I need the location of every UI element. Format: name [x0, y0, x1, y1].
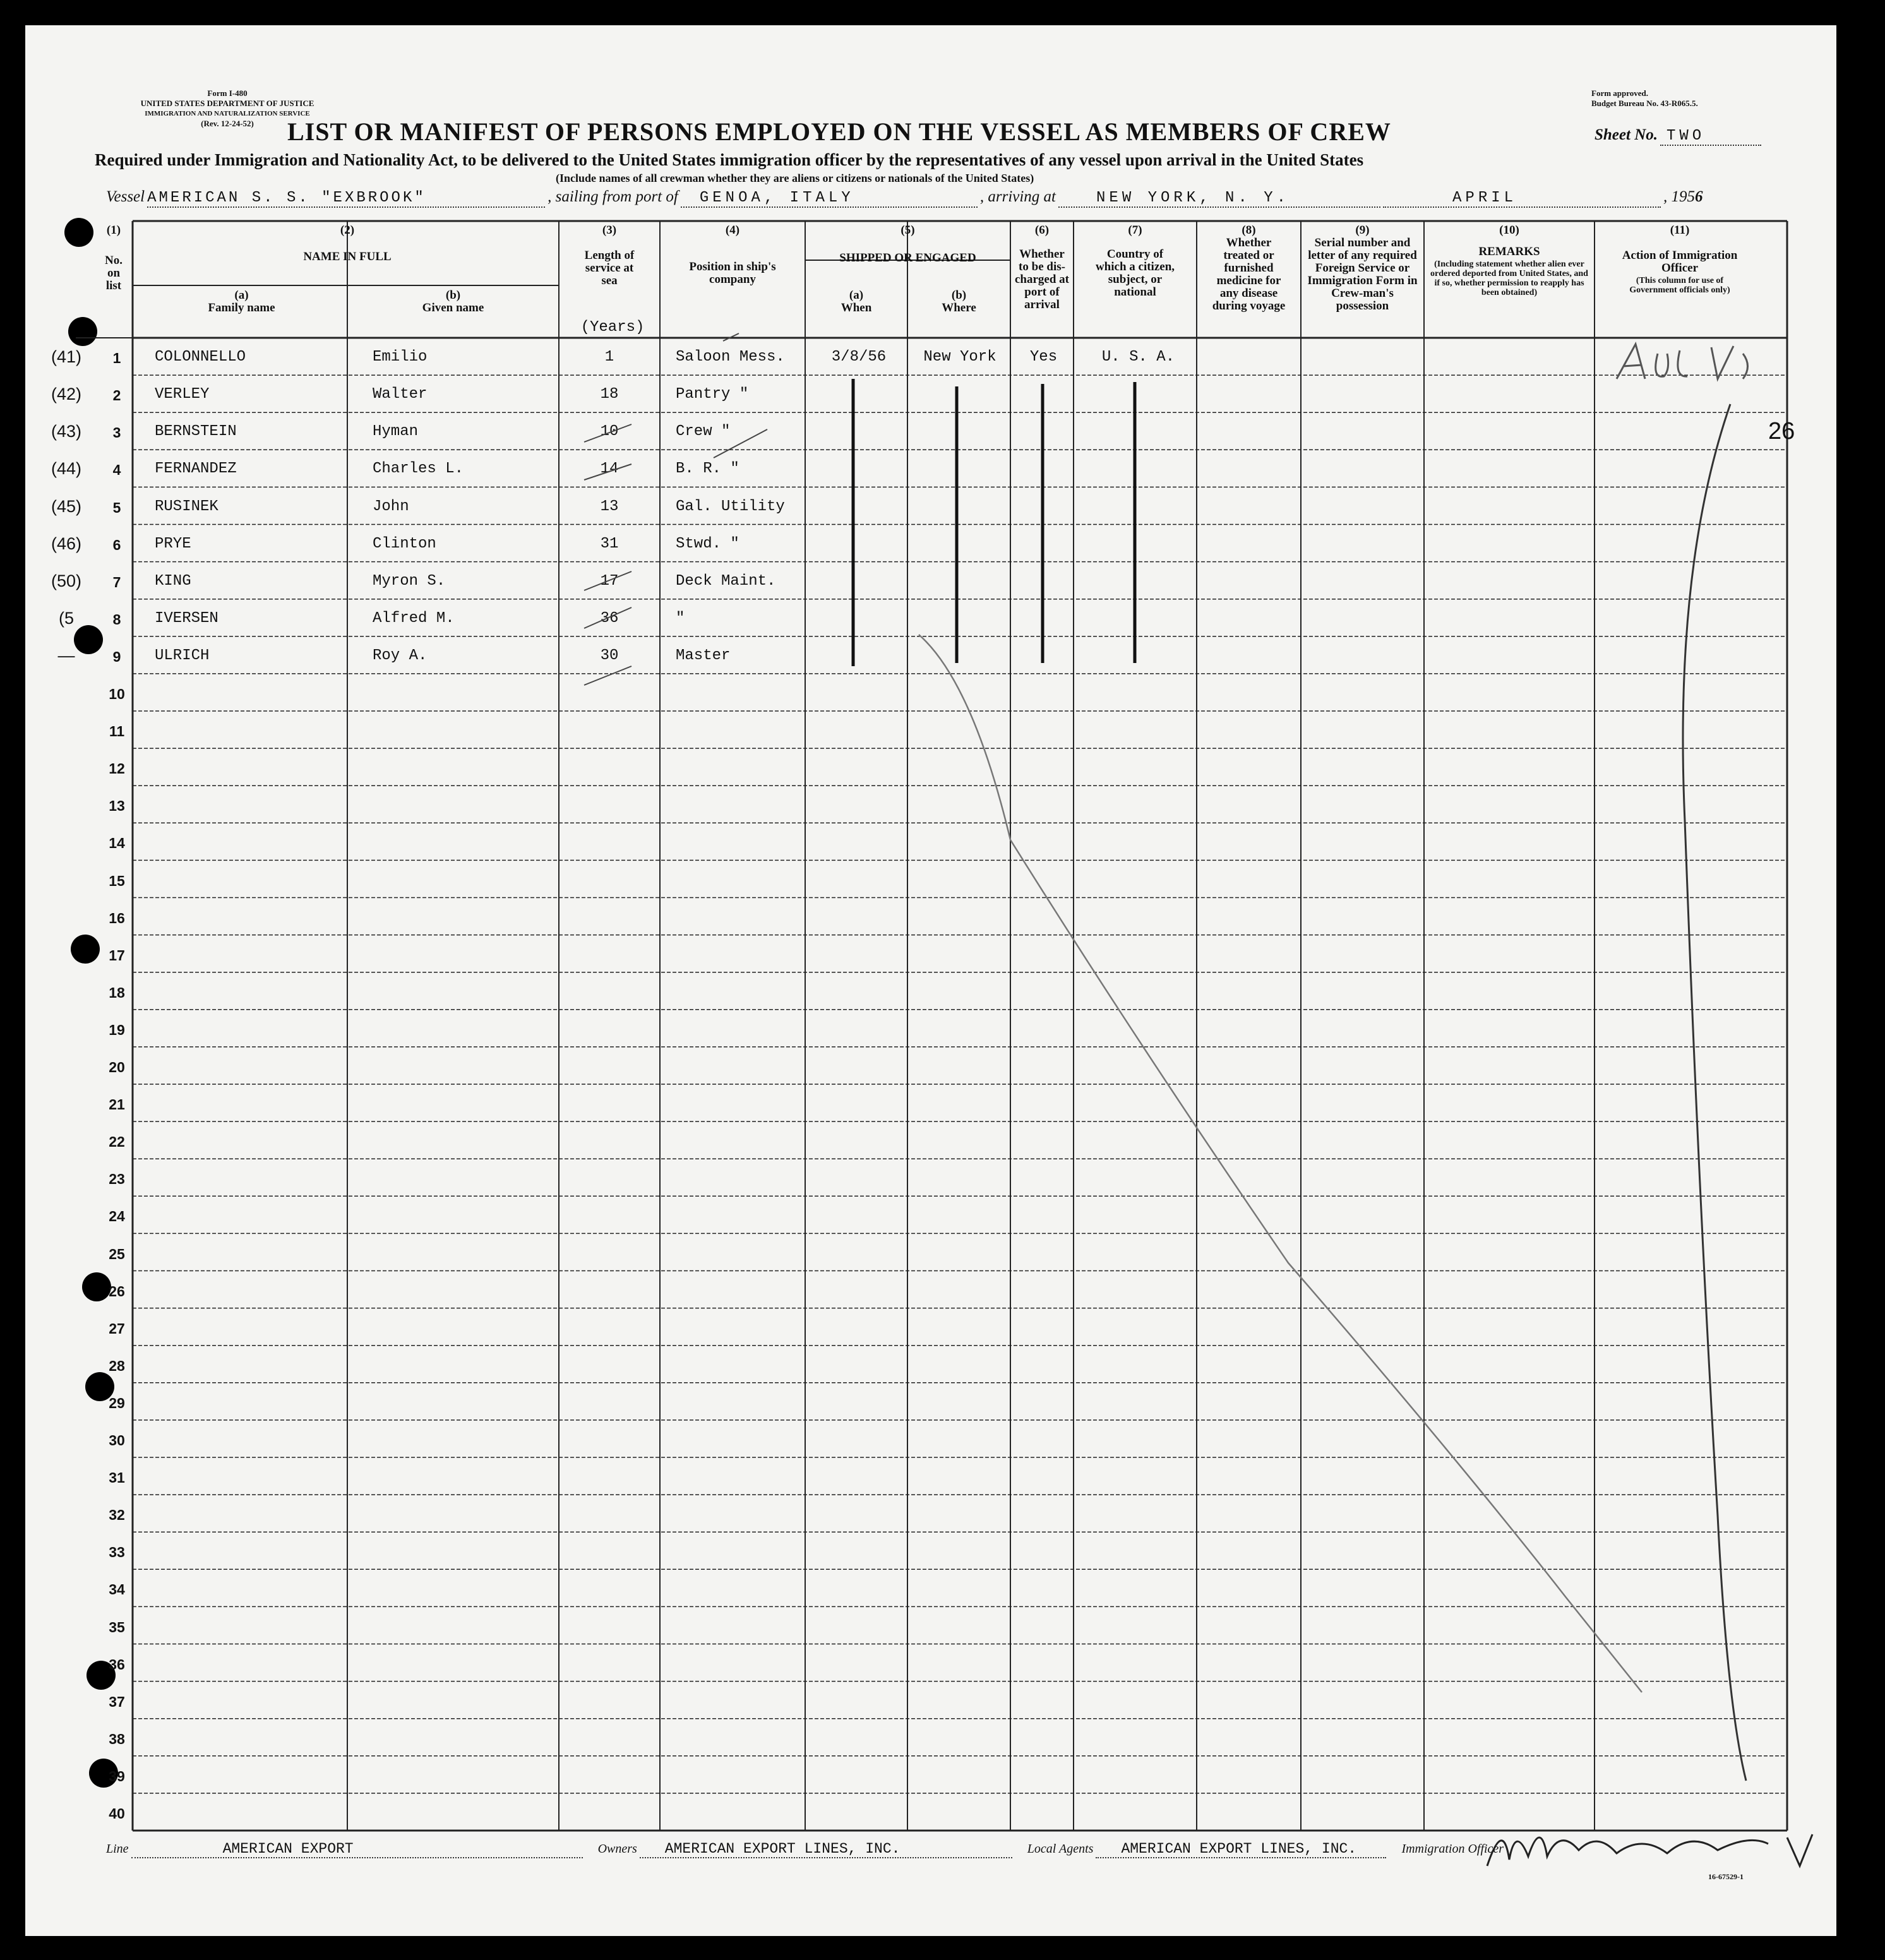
row-number: 16: [109, 909, 125, 926]
row-number: 5: [112, 499, 121, 516]
years-of-service: 18: [600, 386, 619, 403]
agents-label: Local Agents: [1027, 1842, 1094, 1856]
years-of-service: 1: [604, 349, 614, 366]
family-name: KING: [155, 572, 191, 590]
line-label: Line: [106, 1842, 129, 1856]
col-1-num: (1): [106, 224, 121, 237]
years-of-service: 17: [600, 572, 619, 590]
row-number: 23: [109, 1171, 125, 1188]
family-name: PRYE: [155, 535, 191, 553]
row-number: 24: [109, 1208, 125, 1225]
row-number: 1: [112, 350, 121, 367]
col-2b-label: Given name: [422, 301, 484, 314]
row-number: 19: [109, 1021, 125, 1038]
col-8-label: Whether treated or furnished medicine for any disease during voyage: [1212, 236, 1286, 313]
budget-bureau: Budget Bureau No. 43-R065.5.: [1591, 99, 1698, 108]
family-name: BERNSTEIN: [155, 423, 237, 441]
given-name: John: [373, 498, 409, 515]
family-name: ULRICH: [155, 647, 210, 664]
years-of-service: 10: [600, 423, 619, 441]
month-value: APRIL: [1383, 189, 1661, 208]
row-number: 39: [109, 1767, 125, 1784]
form-code: 16-67529-1: [1708, 1872, 1744, 1881]
col-4-num: (4): [725, 224, 740, 237]
years-of-service: 36: [600, 609, 619, 627]
arriving-value: NEW YORK, N. Y.: [1058, 189, 1380, 208]
handwritten-initials: [1617, 344, 1748, 379]
given-name: Myron S.: [373, 572, 446, 590]
years-of-service: 13: [600, 498, 619, 515]
family-name: VERLEY: [155, 386, 210, 403]
row-number: 26: [109, 1282, 125, 1300]
years-of-service: 14: [600, 460, 619, 478]
previous-list-number: (46): [51, 534, 81, 553]
agents-value: AMERICAN EXPORT LINES, INC.: [1096, 1841, 1386, 1858]
col-3-num: (3): [602, 224, 617, 237]
row-number: 32: [109, 1507, 125, 1524]
sailing-label: , sailing from port of: [548, 188, 678, 205]
row-number: 4: [112, 462, 121, 479]
given-name: Charles L.: [373, 460, 464, 478]
pencil-diagonal-line: [919, 635, 1642, 1692]
previous-list-number: (43): [51, 422, 81, 441]
previous-list-number: (41): [51, 347, 81, 367]
sailing-value: GENOA, ITALY: [681, 189, 978, 208]
row-number: 37: [109, 1693, 125, 1710]
col-11-num: (11): [1670, 224, 1690, 237]
form-number: Form I-480: [207, 88, 248, 98]
owners-value: AMERICAN EXPORT LINES, INC.: [640, 1841, 1012, 1858]
row-number: 18: [109, 984, 125, 1001]
shipped-when: 3/8/56: [831, 349, 887, 366]
position: Pantry ": [676, 386, 749, 403]
line-value: AMERICAN EXPORT: [131, 1841, 583, 1858]
family-name: COLONNELLO: [155, 349, 246, 366]
previous-list-number: (44): [51, 459, 81, 479]
position: ": [676, 609, 685, 627]
row-number: 31: [109, 1469, 125, 1486]
row-number: 33: [109, 1544, 125, 1561]
marginal-number: 26: [1768, 418, 1795, 445]
previous-list-number: —: [57, 645, 75, 665]
given-name: Hyman: [373, 423, 419, 441]
row-number: 14: [109, 835, 125, 852]
country: U. S. A.: [1101, 349, 1175, 366]
row-number: 38: [109, 1730, 125, 1747]
form-revision: (Rev. 12-24-52): [201, 119, 254, 128]
sheet-value: TWO: [1660, 128, 1761, 146]
form-approved: Form approved.: [1591, 88, 1649, 98]
position: Deck Maint.: [676, 572, 776, 590]
col-5b-num: (b): [951, 289, 967, 302]
col-6-num: (6): [1034, 224, 1050, 237]
owners-label: Owners: [597, 1842, 637, 1856]
col-2a-num: (a): [234, 289, 249, 302]
officer-label: Immigration Officer: [1401, 1842, 1504, 1856]
row-number: 7: [112, 573, 121, 590]
col-2b-num: (b): [445, 289, 461, 302]
col-11-label: Action of Immigration Officer: [1622, 249, 1738, 275]
page-title: LIST OR MANIFEST OF PERSONS EMPLOYED ON THE VESSEL AS MEMBERS OF CREW: [287, 117, 1391, 146]
row-number: 28: [109, 1357, 125, 1374]
position: Saloon Mess.: [676, 349, 785, 366]
dittomark-lines: [853, 379, 1135, 666]
position: B. R. ": [676, 460, 739, 478]
col-11-sublabel: (This column for use of Government officials only): [1629, 276, 1730, 295]
position: Master: [676, 647, 731, 664]
shipped-where: New York: [923, 349, 996, 366]
previous-list-number: (5: [58, 608, 74, 628]
col-9-label: Serial number and letter of any required Foreign Service or Immigration Form in Crew-man's possession: [1307, 236, 1418, 313]
col-8-num: (8): [1242, 224, 1256, 237]
years-strike-marks: [584, 333, 767, 685]
service-name: IMMIGRATION AND NATURALIZATION SERVICE: [145, 110, 310, 117]
row-number: 11: [109, 723, 125, 740]
col-2-num: (2): [340, 224, 355, 237]
col-5-label: SHIPPED OR ENGAGED: [839, 251, 976, 265]
col-5-num: (5): [901, 224, 915, 237]
col-1-label: No. on list: [105, 254, 123, 292]
row-number: 6: [112, 536, 121, 553]
col-7-num: (7): [1128, 224, 1142, 237]
position: Crew ": [676, 423, 731, 441]
year-prefix: , 195: [1663, 188, 1696, 205]
row-number: 2: [112, 387, 121, 404]
col-10-sublabel: (Including statement whether alien ever ordered deported from United States, and if so, whether permission to reapply has been obtained): [1430, 260, 1588, 297]
col-3-unit: (Years): [580, 319, 645, 336]
col-3-label: Length of service at sea: [584, 249, 635, 287]
form-subtitle: Required under Immigration and Nationality Act, to be delivered to the United States immigration officer by the representatives of any vessel upon arrival in the United States: [95, 150, 1364, 169]
discharged: Yes: [1029, 349, 1058, 366]
row-number: 35: [109, 1618, 125, 1635]
col-2a-label: Family name: [208, 301, 275, 314]
row-number: 13: [109, 798, 125, 815]
col-6-label: Whether to be dis-charged at port of arrival: [1014, 248, 1069, 311]
col-10-num: (10): [1499, 224, 1519, 237]
given-name: Roy A.: [373, 647, 428, 664]
years-of-service: 31: [600, 535, 619, 553]
given-name: Emilio: [373, 349, 428, 366]
given-name: Alfred M.: [373, 609, 455, 627]
family-name: FERNANDEZ: [155, 460, 237, 478]
col-9-num: (9): [1355, 224, 1370, 237]
department-name: UNITED STATES DEPARTMENT OF JUSTICE: [140, 99, 314, 108]
row-number: 30: [109, 1432, 125, 1449]
col-10-label: REMARKS: [1478, 245, 1540, 258]
handwritten-vertical-stroke: [1683, 404, 1746, 1781]
col-2-label: NAME IN FULL: [303, 250, 392, 263]
year-value: 6: [1695, 188, 1703, 205]
previous-list-number: (50): [51, 571, 81, 590]
sheet-label: Sheet No.: [1595, 126, 1658, 143]
vessel-label: Vessel: [106, 188, 145, 205]
row-number: 15: [109, 872, 125, 889]
vessel-value: AMERICAN S. S. "EXBROOK": [147, 189, 545, 208]
row-number: 36: [109, 1656, 125, 1673]
row-number: 12: [109, 760, 125, 777]
row-number: 29: [109, 1394, 125, 1411]
row-number: 25: [109, 1245, 125, 1262]
col-7-label: Country of which a citizen, subject, or national: [1095, 248, 1175, 299]
row-number: 21: [109, 1096, 125, 1113]
col-5a-num: (a): [849, 289, 864, 302]
given-name: Clinton: [373, 535, 436, 553]
previous-list-number: (45): [51, 496, 81, 516]
row-number: 40: [109, 1805, 125, 1822]
col-5a-label: When: [841, 301, 872, 314]
arriving-label: , arriving at: [979, 188, 1056, 205]
position: Stwd. ": [676, 535, 739, 553]
row-number: 27: [109, 1320, 125, 1337]
col-5b-label: Where: [942, 301, 976, 314]
form-note: (Include names of all crewman whether they are aliens or citizens or nationals of the United States): [556, 172, 1034, 184]
row-number: 3: [112, 424, 121, 441]
family-name: IVERSEN: [155, 609, 218, 627]
row-number: 8: [112, 611, 121, 628]
footer-line: [106, 1841, 1780, 1866]
row-number: 22: [109, 1133, 125, 1150]
years-of-service: 30: [600, 647, 619, 664]
given-name: Walter: [373, 386, 428, 403]
row-number: 9: [112, 648, 121, 665]
col-4-label: Position in ship's company: [689, 260, 776, 286]
row-number: 20: [109, 1059, 125, 1075]
previous-list-number: (42): [51, 385, 81, 404]
row-number: 10: [109, 686, 125, 702]
row-number: 34: [109, 1581, 125, 1598]
row-number: 17: [109, 947, 125, 964]
position: Gal. Utility: [676, 498, 785, 515]
family-name: RUSINEK: [155, 498, 218, 515]
